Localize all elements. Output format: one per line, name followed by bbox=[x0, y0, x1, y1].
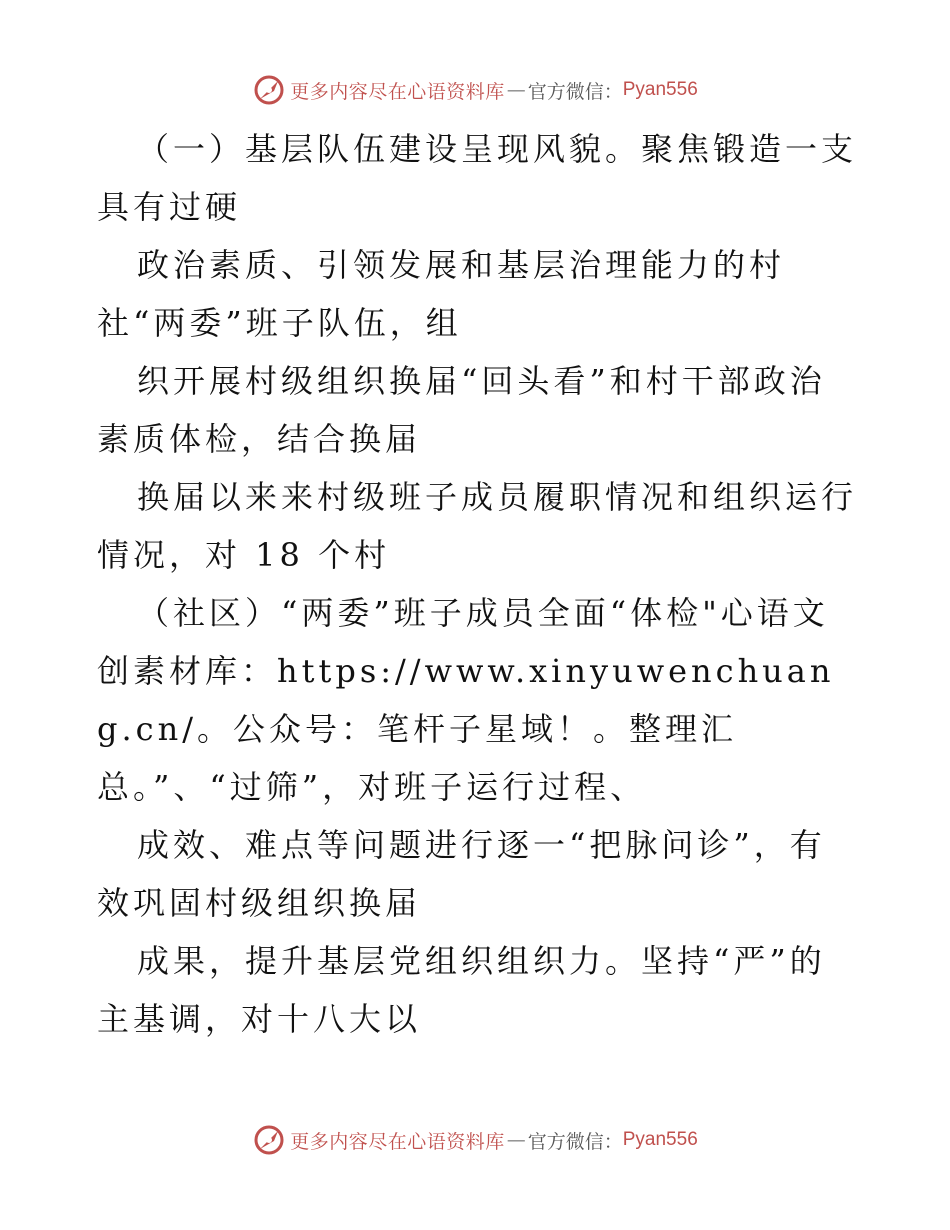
paragraph-1: （一）基层队伍建设呈现风貌。聚焦锻造一支具有过硬 bbox=[97, 130, 858, 226]
watermark-dash: — bbox=[506, 1129, 526, 1151]
watermark-header bbox=[0, 70, 950, 110]
quill-logo-icon bbox=[252, 1123, 286, 1157]
quill-logo-icon bbox=[252, 73, 286, 107]
watermark-brand: 更多内容尽在心语资料库 bbox=[290, 80, 505, 103]
paragraph-6: 成效、难点等问题进行逐一“把脉问诊”，有效巩固村级组织换届 bbox=[97, 826, 826, 922]
paragraph-7: 成果，提升基层党组织组织力。坚持“严”的主基调，对十八大以 bbox=[97, 942, 826, 1038]
watermark-wechat-id: Pyan556 bbox=[622, 79, 698, 100]
paragraph-2: 政治素质、引领发展和基层治理能力的村社“两委”班子队伍，组 bbox=[97, 246, 786, 342]
watermark-footer bbox=[0, 1120, 950, 1160]
watermark-dash: — bbox=[506, 79, 526, 101]
watermark-wechat-label: 官方微信： bbox=[527, 80, 623, 103]
watermark-wechat-label: 官方微信： bbox=[527, 1130, 623, 1153]
paragraph-4: 换届以来来村级班子成员履职情况和组织运行情况，对 18 个村 bbox=[97, 478, 858, 574]
watermark-wechat-id: Pyan556 bbox=[622, 1129, 698, 1150]
document-body bbox=[97, 120, 857, 1048]
watermark-brand: 更多内容尽在心语资料库 bbox=[290, 1130, 505, 1153]
paragraph-3: 织开展村级组织换届“回头看”和村干部政治素质体检，结合换届 bbox=[97, 362, 826, 458]
paragraph-5: （社区）“两委”班子成员全面“体检"心语文创素材库：https://www.xinyuwenchuang.cn/。公众号：笔杆子星域！。整理汇总。”、“过筛”，对班子运行过程、 bbox=[97, 594, 835, 806]
